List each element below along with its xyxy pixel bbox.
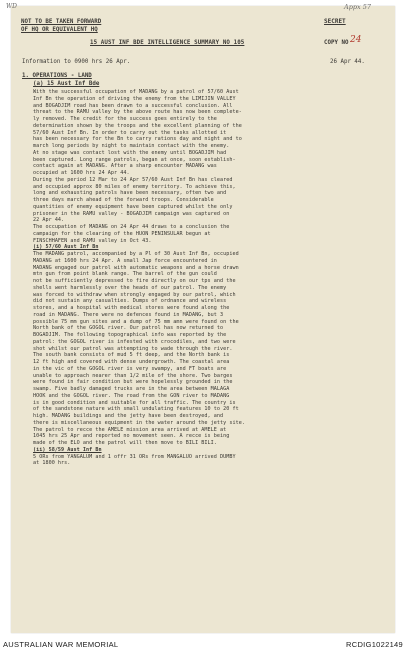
copy-number-handwritten: 24 [350,35,362,45]
classification-label: SECRET [324,18,346,25]
body-line: and BOGADJIM road has been drawn to a successful conclusion. All [33,102,233,109]
body-line: BOGADJIM. The following topographical info was reported by the [33,332,227,338]
body-line: With the successful occupation of MADANG by a patrol of 57/60 Aust [33,89,239,95]
body-line: patrol: the GOGOL river is infested with crocodiles, and two were [33,338,236,345]
report-body [33,89,377,467]
body-line: 12 ft high and covered with dense undergrowth. The coastal area [33,359,230,365]
body-line: made of the ELO and the patrol will then move to BILI BILI. [33,440,217,446]
body-line: Inf Bn the operation of driving the enemy from the LIMIJIN VALLEY [33,95,236,102]
body-line: During the period 12 Mar to 24 Apr 57/60 Aust Inf Bn has cleared [33,176,233,183]
body-line: 57/60 Aust Inf Bn. In order to carry out the tasks allotted it [33,129,227,136]
body-line: 22 Apr 44. [33,217,65,224]
body-line: The MADANG patrol, accompanied by a Pl of 30 Aust Inf Bn, occupied [33,251,239,257]
body-line: march long periods by night to maintain contact with the enemy. [33,143,230,149]
document-title: 15 AUST INF BDE INTELLIGENCE SUMMARY NO 105 [90,40,245,46]
body-line: contact again at MADANG. After a sharp encounter MADANG was [33,163,217,170]
body-line: campaign for the clearing of the HUON PENINSULAR begun at [33,230,211,237]
archive-reference: RCDIG1022149 [346,640,403,649]
body-line: The occupation of MADANG on 24 Apr 44 draws to a conclusion the [33,224,230,230]
body-line: MADANG at 1600 hrs 24 Apr. A small Jap force encountered in [33,257,217,264]
body-line: The patrol to recce the AMELE mission area arrived at AMELE at [33,426,227,433]
body-line: did not sustain any casualties. Dumps of ordnance and wireless [33,298,227,305]
distribution-restriction [21,18,101,34]
body-line: were found in fair condition but were hopelessly grounded in the [33,379,233,386]
body-line: shells went harmlessly over the heads of our patrol. The enemy [33,284,227,291]
body-line: possible 75 mm gun sites and a dump of 75 mm amn were found on the [33,318,239,325]
body-line: North bank of the GOGOL river. Our patrol has now returned to [33,325,224,332]
body-line: MADANG engaged our patrol with automatic weapons and a horse drawn [33,264,239,271]
body-line: been captured. Long range patrols, began at once, soon establish- [33,156,236,163]
body-line: 5 ORs from YANGALUM and 1 offr 31 ORs from MANGALUO arrived DUMBY [33,453,236,460]
body-line: threat to the RAMU valley by the above route has now been complete- [33,109,242,116]
distribution-line-1: NOT TO BE TAKEN FORWARD [21,19,102,25]
body-line: 1045 hrs 25 Apr and reported no movement seen. A recce is being [33,433,230,440]
pencil-annotation-left: WD [6,3,17,10]
body-line: determination shown by the troops and the excellent planning of the [33,122,242,129]
body-line: road in MADANG. There were no defences found in MADANG, but 3 [33,311,224,318]
archive-footer [0,636,409,654]
body-line: and occupied approx 80 miles of enemy territory. To achieve this, [33,183,236,190]
body-line: HOOK and the GOGOL river. The road from the GON river to MADANG [33,392,230,399]
body-line: (i) 57/60 Aust Inf Bn [33,244,99,251]
copy-number-label: COPY NO [324,40,349,46]
body-line: was forced to withdraw when strongly engaged by our patrol, which [33,291,236,298]
body-line: high. MADANG buildings and the jetty have been destroyed, and [33,413,224,419]
body-line: swamp. Five badly damaged trucks are in the area between MALAGA [33,386,230,392]
body-line: shot whilst our patrol was attempting to wade through the river. [33,345,233,352]
body-line: At no stage was contact lost with the enemy until BOGADJIM had [33,149,227,156]
body-line: (ii) 58/59 Aust Inf Bn [33,446,102,453]
body-line: mtn gun from point blank range. The barrel of the gun could [33,271,217,278]
body-line: long and exhausting patrols have been necessary, often two and [33,190,227,197]
body-line: three days march ahead of the forward troops. Considerable [33,197,214,203]
body-line: is in good condition and suitable for all traffic. The country is [33,399,236,406]
document-date: 26 Apr 44. [330,59,365,65]
body-line: prisoner in the RAMU valley - BOGADJIM campaign was captured on [33,210,230,217]
body-line: unable to approach nearer than 1/2 mile of the shore. Two barges [33,372,233,379]
body-line: ly removed. The credit for the success goes entirely to the [33,116,217,122]
body-line: there is miscellaneous equipment in the water around the jetty site. [33,419,245,426]
distribution-line-2: OF HQ OR EQUIVALENT HQ [21,27,98,33]
section-heading-operations: 1. OPERATIONS - LAND [22,73,92,79]
archive-name: AUSTRALIAN WAR MEMORIAL [3,640,119,649]
body-line: occupied at 1600 hrs 24 Apr 44. [33,170,130,176]
body-line: of the sandstone nature with small undulating features 10 to 20 ft [33,406,239,413]
body-line: quantities of enemy equipment have been captured whilst the only [33,203,233,210]
body-line: FINSCHHAFEN and RAMU valley in Oct 43. [33,237,152,244]
subsection-heading-bde: (a) 15 Aust Inf Bde [33,81,100,87]
body-line: not be sufficiently depressed to fire directly on our tps and the [33,278,236,284]
body-line: The south bank consists of mud 5 ft deep, and the North bank is [33,352,230,359]
body-line: has been necessary for the Bn to carry rations day and night and to [33,136,242,143]
body-line: in the vic of the GOGOL river is very swampy, and FT boats are [33,365,227,372]
body-line: stores, and a hospital with medical stores were found along the [33,305,230,311]
body-line: at 1800 hrs. [33,460,71,467]
pencil-annotation-appendix: Appx 57 [344,3,372,11]
information-cutoff: Information to 0900 hrs 26 Apr. [22,59,131,65]
